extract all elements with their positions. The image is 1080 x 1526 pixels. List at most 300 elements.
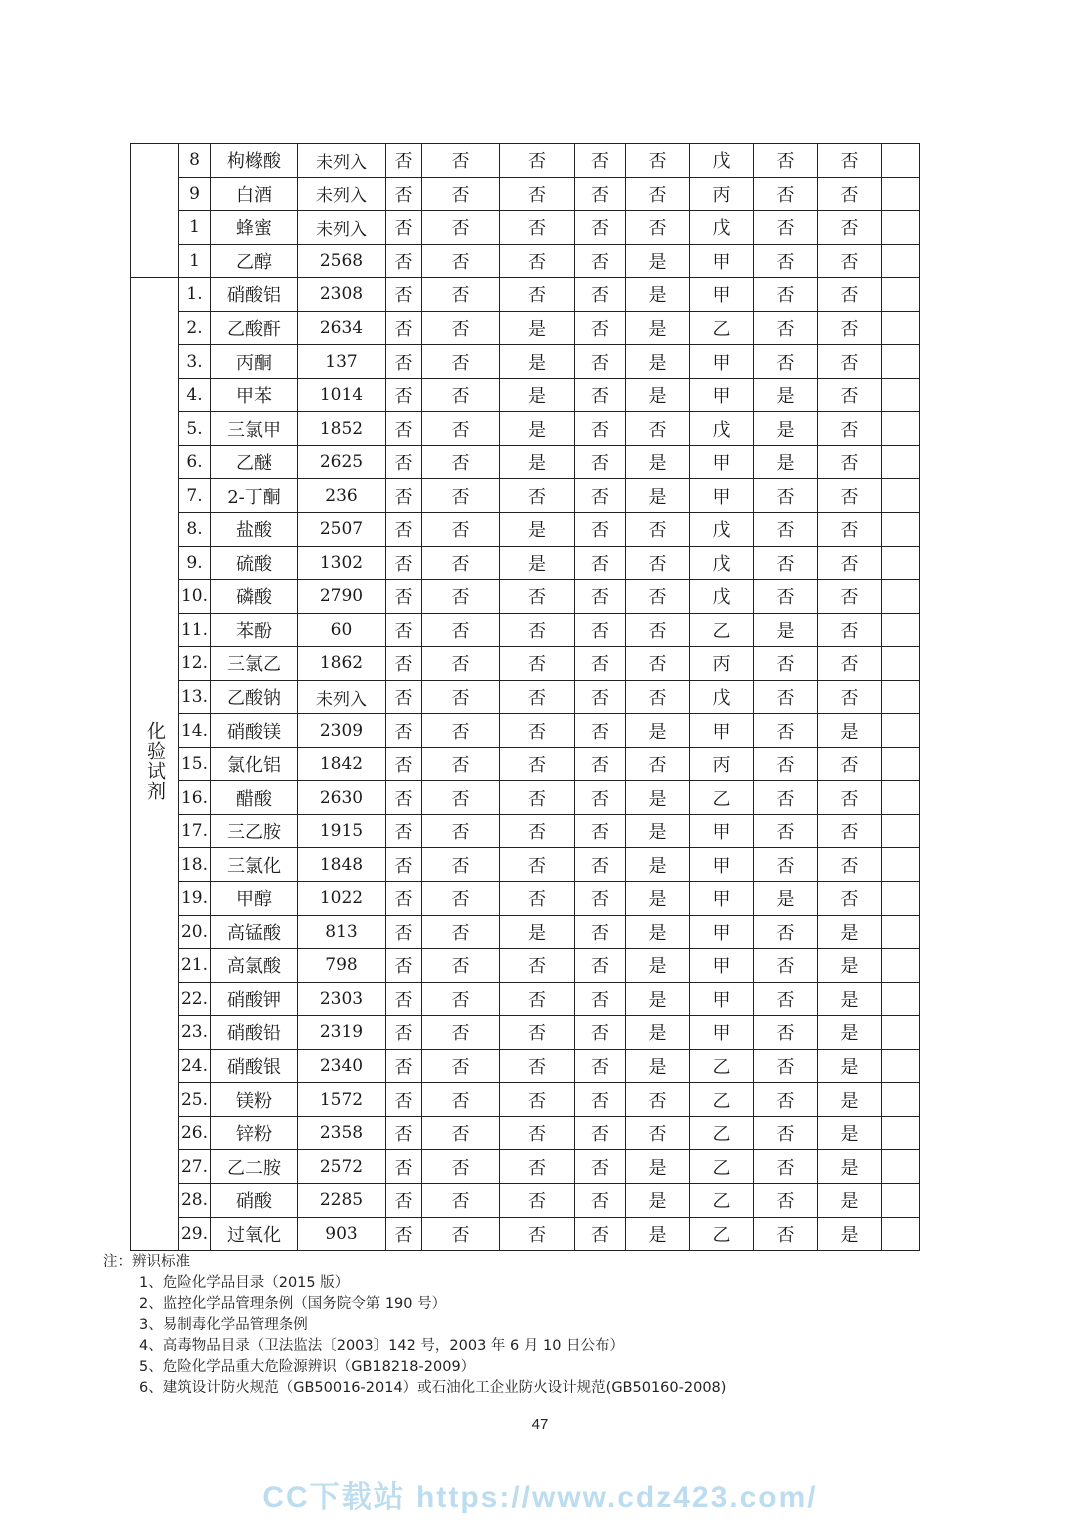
flag-cell: 是	[626, 982, 690, 1016]
category-label: 化验试剂	[144, 721, 166, 802]
flag-cell: 否	[422, 982, 500, 1016]
flag-cell: 否	[754, 714, 818, 748]
empty-cell	[882, 882, 920, 916]
flag-cell: 否	[386, 378, 422, 412]
empty-cell	[882, 915, 920, 949]
flag-cell: 否	[818, 412, 882, 446]
table-row	[131, 1150, 920, 1184]
flag-cell: 否	[500, 1083, 575, 1117]
flag-cell: 否	[626, 211, 690, 245]
flag-cell: 否	[575, 1217, 626, 1251]
flag-cell: 否	[575, 1049, 626, 1083]
empty-cell	[882, 680, 920, 714]
flag-cell: 否	[626, 144, 690, 178]
flag-cell: 否	[500, 1049, 575, 1083]
catalog-number: 2308	[298, 278, 386, 312]
fire-class-cell: 乙	[690, 1217, 754, 1251]
flag-cell: 否	[386, 311, 422, 345]
empty-cell	[882, 445, 920, 479]
table-row	[131, 613, 920, 647]
row-index: 1	[179, 244, 211, 278]
row-index: 22.	[179, 982, 211, 1016]
fire-class-cell: 戊	[690, 580, 754, 614]
flag-cell: 否	[818, 647, 882, 681]
fire-class-cell: 甲	[690, 882, 754, 916]
table-row	[131, 882, 920, 916]
table-row	[131, 714, 920, 748]
fire-class-cell: 甲	[690, 814, 754, 848]
chemical-table-body	[131, 144, 920, 1251]
empty-cell	[882, 848, 920, 882]
flag-cell: 否	[422, 647, 500, 681]
note-item: 2、监控化学品管理条例（国务院令第 190 号）	[139, 1296, 447, 1312]
flag-cell: 是	[626, 244, 690, 278]
chemical-table-container	[130, 143, 920, 1251]
flag-cell: 否	[818, 278, 882, 312]
flag-cell: 否	[386, 345, 422, 379]
empty-cell	[882, 412, 920, 446]
chemical-name: 硝酸铅	[211, 1016, 298, 1050]
flag-cell: 否	[575, 714, 626, 748]
flag-cell: 否	[500, 814, 575, 848]
flag-cell: 否	[422, 915, 500, 949]
fire-class-cell: 戊	[690, 680, 754, 714]
flag-cell: 否	[422, 1049, 500, 1083]
flag-cell: 否	[386, 680, 422, 714]
flag-cell: 否	[754, 747, 818, 781]
flag-cell: 否	[386, 1083, 422, 1117]
empty-cell	[882, 647, 920, 681]
empty-cell	[882, 982, 920, 1016]
note-item: 6、建筑设计防火规范（GB50016-2014）或石油化工企业防火设计规范(GB50160-2008)	[139, 1380, 727, 1396]
flag-cell: 否	[575, 1150, 626, 1184]
flag-cell: 是	[818, 949, 882, 983]
flag-cell: 否	[818, 177, 882, 211]
empty-cell	[882, 479, 920, 513]
catalog-number: 60	[298, 613, 386, 647]
catalog-number: 未列入	[298, 211, 386, 245]
chemical-name: 硝酸银	[211, 1049, 298, 1083]
flag-cell: 是	[500, 546, 575, 580]
row-index: 17.	[179, 814, 211, 848]
flag-cell: 否	[818, 211, 882, 245]
flag-cell: 否	[754, 915, 818, 949]
flag-cell: 否	[386, 982, 422, 1016]
empty-cell	[882, 781, 920, 815]
catalog-number: 1572	[298, 1083, 386, 1117]
flag-cell: 是	[626, 814, 690, 848]
table-row	[131, 814, 920, 848]
row-index: 5.	[179, 412, 211, 446]
flag-cell: 否	[422, 412, 500, 446]
flag-cell: 是	[626, 1150, 690, 1184]
chemical-name: 乙酸酐	[211, 311, 298, 345]
flag-cell: 否	[626, 412, 690, 446]
note-item: 1、危险化学品目录（2015 版）	[139, 1275, 350, 1291]
catalog-number: 2572	[298, 1150, 386, 1184]
flag-cell: 否	[500, 479, 575, 513]
flag-cell: 是	[754, 378, 818, 412]
empty-cell	[882, 513, 920, 547]
flag-cell: 否	[575, 211, 626, 245]
flag-cell: 否	[818, 814, 882, 848]
row-index: 3.	[179, 345, 211, 379]
flag-cell: 是	[626, 714, 690, 748]
catalog-number: 2790	[298, 580, 386, 614]
flag-cell: 否	[818, 244, 882, 278]
flag-cell: 否	[818, 680, 882, 714]
chemical-name: 醋酸	[211, 781, 298, 815]
flag-cell: 否	[818, 345, 882, 379]
flag-cell: 否	[818, 479, 882, 513]
fire-class-cell: 戊	[690, 211, 754, 245]
catalog-number: 1302	[298, 546, 386, 580]
flag-cell: 否	[575, 1116, 626, 1150]
flag-cell: 是	[626, 345, 690, 379]
flag-cell: 否	[386, 647, 422, 681]
flag-cell: 否	[754, 345, 818, 379]
flag-cell: 是	[500, 311, 575, 345]
flag-cell: 否	[422, 1183, 500, 1217]
chemical-name: 硝酸铝	[211, 278, 298, 312]
catalog-number: 903	[298, 1217, 386, 1251]
note-item: 3、易制毒化学品管理条例	[139, 1317, 308, 1333]
flag-cell: 否	[818, 747, 882, 781]
chemical-name: 氯化铝	[211, 747, 298, 781]
catalog-number: 1022	[298, 882, 386, 916]
chemical-name: 磷酸	[211, 580, 298, 614]
fire-class-cell: 乙	[690, 613, 754, 647]
flag-cell: 否	[500, 781, 575, 815]
row-index: 15.	[179, 747, 211, 781]
chemical-name: 镁粉	[211, 1083, 298, 1117]
table-row	[131, 781, 920, 815]
fire-class-cell: 甲	[690, 915, 754, 949]
flag-cell: 否	[754, 1016, 818, 1050]
empty-cell	[882, 177, 920, 211]
flag-cell: 否	[500, 747, 575, 781]
flag-cell: 否	[575, 647, 626, 681]
flag-cell: 否	[818, 781, 882, 815]
flag-cell: 否	[754, 982, 818, 1016]
flag-cell: 是	[500, 345, 575, 379]
flag-cell: 否	[386, 882, 422, 916]
flag-cell: 是	[626, 1183, 690, 1217]
flag-cell: 是	[754, 412, 818, 446]
flag-cell: 否	[386, 915, 422, 949]
flag-cell: 否	[386, 412, 422, 446]
flag-cell: 否	[754, 814, 818, 848]
flag-cell: 是	[818, 1016, 882, 1050]
flag-cell: 否	[575, 177, 626, 211]
flag-cell: 否	[422, 513, 500, 547]
flag-cell: 否	[575, 345, 626, 379]
catalog-number: 2634	[298, 311, 386, 345]
chemical-name: 三氯化	[211, 848, 298, 882]
note-item: 4、高毒物品目录（卫法监法〔2003〕142 号，2003 年 6 月 10 日公布）	[139, 1338, 625, 1354]
row-index: 24.	[179, 1049, 211, 1083]
row-index: 25.	[179, 1083, 211, 1117]
chemical-name: 丙酮	[211, 345, 298, 379]
notes-heading: 注：辨识标准	[103, 1254, 190, 1270]
row-index: 13.	[179, 680, 211, 714]
flag-cell: 是	[818, 1217, 882, 1251]
flag-cell: 否	[818, 580, 882, 614]
flag-cell: 否	[500, 613, 575, 647]
flag-cell: 否	[422, 211, 500, 245]
row-index: 29.	[179, 1217, 211, 1251]
table-row	[131, 680, 920, 714]
flag-cell: 否	[626, 1083, 690, 1117]
flag-cell: 否	[386, 1049, 422, 1083]
empty-cell	[882, 1116, 920, 1150]
flag-cell: 是	[500, 513, 575, 547]
empty-cell	[882, 278, 920, 312]
flag-cell: 否	[754, 1183, 818, 1217]
flag-cell: 是	[500, 378, 575, 412]
flag-cell: 否	[386, 1150, 422, 1184]
flag-cell: 否	[575, 1016, 626, 1050]
catalog-number: 1014	[298, 378, 386, 412]
table-row	[131, 479, 920, 513]
flag-cell: 否	[626, 177, 690, 211]
table-row	[131, 1217, 920, 1251]
catalog-number: 2625	[298, 445, 386, 479]
table-row	[131, 177, 920, 211]
flag-cell: 否	[422, 747, 500, 781]
chemical-name: 乙二胺	[211, 1150, 298, 1184]
table-row	[131, 747, 920, 781]
row-index: 7.	[179, 479, 211, 513]
category-cell	[131, 278, 179, 1251]
chemical-name: 硝酸	[211, 1183, 298, 1217]
table-row	[131, 412, 920, 446]
flag-cell: 否	[575, 613, 626, 647]
fire-class-cell: 甲	[690, 949, 754, 983]
fire-class-cell: 乙	[690, 1183, 754, 1217]
chemical-name: 过氧化	[211, 1217, 298, 1251]
flag-cell: 否	[386, 747, 422, 781]
flag-cell: 否	[500, 1150, 575, 1184]
empty-cell	[882, 580, 920, 614]
flag-cell: 否	[754, 177, 818, 211]
flag-cell: 否	[386, 513, 422, 547]
chemical-name: 锌粉	[211, 1116, 298, 1150]
chemical-name: 高锰酸	[211, 915, 298, 949]
flag-cell: 是	[626, 311, 690, 345]
chemical-name: 枸橼酸	[211, 144, 298, 178]
flag-cell: 否	[422, 278, 500, 312]
fire-class-cell: 甲	[690, 982, 754, 1016]
row-index: 2.	[179, 311, 211, 345]
fire-class-cell: 丙	[690, 647, 754, 681]
chemical-name: 甲苯	[211, 378, 298, 412]
flag-cell: 否	[500, 1016, 575, 1050]
table-row	[131, 445, 920, 479]
flag-cell: 否	[386, 814, 422, 848]
chemical-name: 乙酸钠	[211, 680, 298, 714]
table-row	[131, 915, 920, 949]
row-index: 14.	[179, 714, 211, 748]
empty-cell	[882, 613, 920, 647]
catalog-number: 2358	[298, 1116, 386, 1150]
flag-cell: 否	[386, 714, 422, 748]
catalog-number: 798	[298, 949, 386, 983]
row-index: 18.	[179, 848, 211, 882]
flag-cell: 否	[500, 882, 575, 916]
catalog-number: 236	[298, 479, 386, 513]
flag-cell: 是	[626, 1049, 690, 1083]
catalog-number: 1842	[298, 747, 386, 781]
catalog-number: 未列入	[298, 144, 386, 178]
flag-cell: 否	[754, 1083, 818, 1117]
flag-cell: 否	[386, 445, 422, 479]
catalog-number: 2285	[298, 1183, 386, 1217]
flag-cell: 否	[754, 848, 818, 882]
flag-cell: 否	[626, 1116, 690, 1150]
catalog-number: 1852	[298, 412, 386, 446]
empty-cell	[882, 1183, 920, 1217]
flag-cell: 是	[626, 1217, 690, 1251]
table-row	[131, 1183, 920, 1217]
table-row	[131, 546, 920, 580]
flag-cell: 否	[626, 580, 690, 614]
flag-cell: 否	[626, 513, 690, 547]
flag-cell: 否	[386, 848, 422, 882]
table-row	[131, 378, 920, 412]
flag-cell: 否	[575, 781, 626, 815]
table-row	[131, 244, 920, 278]
fire-class-cell: 甲	[690, 1016, 754, 1050]
flag-cell: 否	[626, 680, 690, 714]
empty-cell	[882, 546, 920, 580]
flag-cell: 是	[754, 882, 818, 916]
flag-cell: 否	[754, 311, 818, 345]
flag-cell: 否	[500, 1116, 575, 1150]
chemical-name: 硝酸镁	[211, 714, 298, 748]
row-index: 20.	[179, 915, 211, 949]
flag-cell: 否	[575, 1083, 626, 1117]
row-index: 6.	[179, 445, 211, 479]
flag-cell: 否	[500, 848, 575, 882]
flag-cell: 否	[422, 1016, 500, 1050]
flag-cell: 是	[818, 982, 882, 1016]
flag-cell: 否	[422, 882, 500, 916]
empty-cell	[882, 714, 920, 748]
chemical-name: 三氯乙	[211, 647, 298, 681]
flag-cell: 否	[386, 278, 422, 312]
empty-cell	[882, 1217, 920, 1251]
chemical-name: 白酒	[211, 177, 298, 211]
flag-cell: 是	[626, 915, 690, 949]
flag-cell: 否	[386, 781, 422, 815]
flag-cell: 否	[575, 445, 626, 479]
empty-cell	[882, 378, 920, 412]
fire-class-cell: 甲	[690, 445, 754, 479]
row-index: 28.	[179, 1183, 211, 1217]
notes-section	[103, 1252, 726, 1399]
flag-cell: 否	[422, 1217, 500, 1251]
chemical-table	[130, 143, 920, 1251]
flag-cell: 否	[500, 949, 575, 983]
table-row	[131, 144, 920, 178]
flag-cell: 否	[754, 144, 818, 178]
flag-cell: 否	[386, 1217, 422, 1251]
fire-class-cell: 戊	[690, 412, 754, 446]
empty-cell	[882, 211, 920, 245]
flag-cell: 否	[818, 144, 882, 178]
flag-cell: 否	[500, 982, 575, 1016]
row-index: 4.	[179, 378, 211, 412]
flag-cell: 否	[754, 1049, 818, 1083]
empty-cell	[882, 311, 920, 345]
flag-cell: 否	[575, 814, 626, 848]
flag-cell: 否	[575, 949, 626, 983]
table-row	[131, 949, 920, 983]
flag-cell: 是	[626, 479, 690, 513]
table-row	[131, 1016, 920, 1050]
fire-class-cell: 甲	[690, 244, 754, 278]
flag-cell: 是	[626, 882, 690, 916]
flag-cell: 否	[754, 1116, 818, 1150]
flag-cell: 否	[422, 1083, 500, 1117]
flag-cell: 否	[754, 211, 818, 245]
flag-cell: 否	[575, 278, 626, 312]
catalog-number: 1848	[298, 848, 386, 882]
empty-cell	[882, 1150, 920, 1184]
empty-cell	[882, 1049, 920, 1083]
flag-cell: 否	[500, 714, 575, 748]
fire-class-cell: 甲	[690, 848, 754, 882]
flag-cell: 否	[575, 144, 626, 178]
fire-class-cell: 甲	[690, 278, 754, 312]
catalog-number: 813	[298, 915, 386, 949]
catalog-number: 未列入	[298, 177, 386, 211]
flag-cell: 否	[754, 580, 818, 614]
flag-cell: 否	[818, 445, 882, 479]
flag-cell: 否	[422, 613, 500, 647]
chemical-name: 盐酸	[211, 513, 298, 547]
catalog-number: 2340	[298, 1049, 386, 1083]
flag-cell: 否	[500, 1183, 575, 1217]
row-index: 9	[179, 177, 211, 211]
fire-class-cell: 乙	[690, 1049, 754, 1083]
table-row	[131, 982, 920, 1016]
flag-cell: 是	[626, 781, 690, 815]
chemical-name: 乙醚	[211, 445, 298, 479]
flag-cell: 否	[626, 747, 690, 781]
row-index: 26.	[179, 1116, 211, 1150]
empty-cell	[882, 747, 920, 781]
empty-cell	[882, 1083, 920, 1117]
flag-cell: 否	[575, 747, 626, 781]
fire-class-cell: 甲	[690, 345, 754, 379]
flag-cell: 否	[754, 1150, 818, 1184]
row-index: 12.	[179, 647, 211, 681]
table-row	[131, 211, 920, 245]
flag-cell: 否	[422, 479, 500, 513]
row-index: 16.	[179, 781, 211, 815]
chemical-name: 三氯甲	[211, 412, 298, 446]
catalog-number: 1862	[298, 647, 386, 681]
fire-class-cell: 丙	[690, 177, 754, 211]
empty-cell	[882, 949, 920, 983]
table-row	[131, 1083, 920, 1117]
flag-cell: 否	[386, 613, 422, 647]
table-row	[131, 278, 920, 312]
flag-cell: 否	[422, 1150, 500, 1184]
catalog-number: 未列入	[298, 680, 386, 714]
